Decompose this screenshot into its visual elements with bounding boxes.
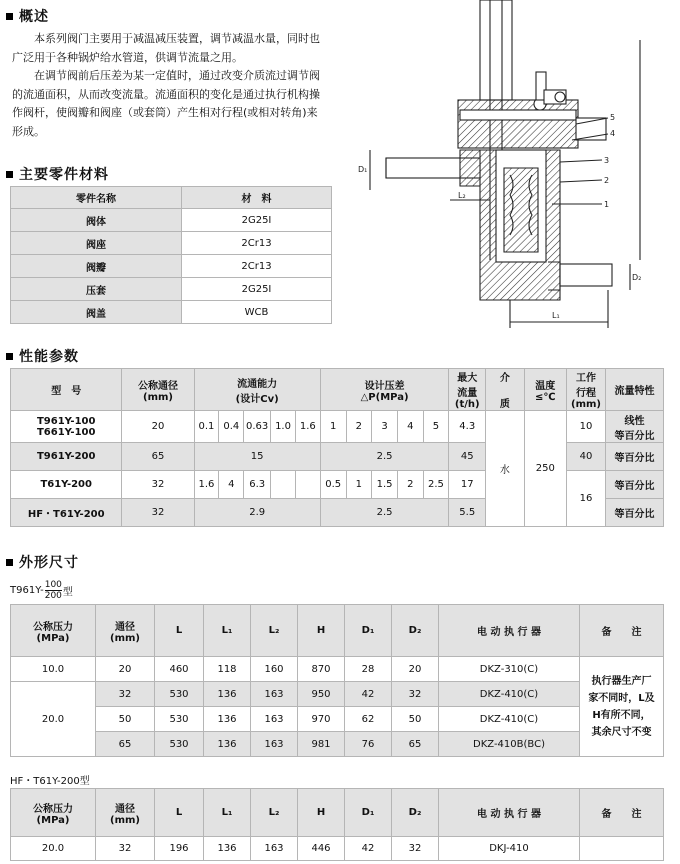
perf-cv: 6.3 [244,471,271,499]
dim-dn: 32 [96,682,155,707]
perf-dp: 2 [397,471,423,499]
dim-pressure: 20.0 [11,837,96,861]
diagram-label-4: 4 [610,129,616,138]
materials-table [10,186,332,324]
material-part: 阀座 [11,232,182,255]
dim-h: 446 [298,837,345,861]
dim-l2: 163 [251,682,298,707]
perf-model: T961Y-100 T661Y-100 [11,411,122,443]
overview-text [12,30,324,141]
dim-header-l2: L₂ [251,789,298,837]
perf-model: T961Y-200 [11,443,122,471]
dim-l1: 136 [204,707,251,732]
perf-model: HF・T61Y-200 [11,499,122,527]
diagram-label-d1: D₁ [358,165,368,174]
dim-header-h: H [298,605,345,657]
table2-caption: HF・T61Y-200型 [10,776,90,787]
dim-l2: 163 [251,837,298,861]
diagram-label-3: 3 [604,156,610,165]
perf-stroke: 40 [567,443,606,471]
dim-header-l: L [155,605,204,657]
perf-model: T61Y-200 [11,471,122,499]
dim-h: 870 [298,657,345,682]
valve-section-diagram [340,0,680,340]
dim-header-remarks: 备 注 [580,789,664,837]
perf-cv: 0.1 [194,411,219,443]
table-row [11,732,664,757]
dim-header-pressure: 公称压力 (MPa) [11,605,96,657]
dim-actuator: DKZ-310(C) [439,657,580,682]
perf-cv-empty [295,471,320,499]
diagram-label-1: 1 [604,200,610,209]
dim-pressure: 20.0 [11,682,96,757]
table-row [11,707,664,732]
perf-flow: 5.5 [449,499,486,527]
dim-header-d2: D₂ [392,605,439,657]
perf-characteristic: 等百分比 [605,443,663,471]
diagram-label-5: 5 [610,113,616,122]
dim-d2: 50 [392,707,439,732]
diagram-label-l1: L₁ [552,311,560,320]
material-part: 压套 [11,278,182,301]
perf-temp: 250 [524,411,567,527]
dim-d2: 32 [392,682,439,707]
overview-paragraph-1: 本系列阀门主要用于减温减压装置，调节减温水量，同时也广泛用于各种锅炉给水管道，供调节流量之用。 [12,32,320,64]
perf-dn: 20 [122,411,194,443]
perf-characteristic: 等百分比 [605,471,663,499]
perf-dp: 0.5 [320,471,346,499]
diagram-label-d2: D₂ [632,273,642,282]
dimensions-table-2 [10,788,664,861]
dim-l: 530 [155,732,204,757]
dim-dn: 20 [96,657,155,682]
perf-flow: 4.3 [449,411,486,443]
perf-cv: 4 [219,471,244,499]
table-row [11,682,664,707]
dim-dn: 32 [96,837,155,861]
perf-header-medium: 介 质 [486,369,524,411]
materials-header-part: 零件名称 [11,187,182,209]
perf-dp: 1.5 [372,471,398,499]
dim-header-dn: 通径 (mm) [96,605,155,657]
perf-dp: 1 [320,411,346,443]
dim-l2: 160 [251,657,298,682]
dim-l2: 163 [251,707,298,732]
perf-characteristic: 等百分比 [605,499,663,527]
dim-l1: 118 [204,657,251,682]
dim-dn: 50 [96,707,155,732]
perf-cv: 2.9 [194,499,320,527]
perf-header-model: 型 号 [11,369,122,411]
material-value: 2G25I [182,278,332,301]
perf-dp: 5 [423,411,449,443]
material-part: 阀盖 [11,301,182,324]
dim-header-d2: D₂ [392,789,439,837]
dim-h: 970 [298,707,345,732]
perf-dn: 32 [122,499,194,527]
table-row [11,278,332,301]
table1-caption-fraction [45,580,62,601]
perf-cv: 15 [194,443,320,471]
material-value: 2Cr13 [182,232,332,255]
fraction-bottom: 200 [44,591,62,601]
dim-d1: 42 [345,837,392,861]
materials-heading [6,164,109,184]
table-row [11,255,332,278]
dim-d1: 76 [345,732,392,757]
overview-heading [6,6,49,26]
performance-heading [6,346,79,366]
perf-cv: 0.4 [219,411,244,443]
perf-header-dn: 公称通径 (mm) [122,369,194,411]
dimensions-table-1 [10,604,664,757]
perf-characteristic: 线性 等百分比 [605,411,663,443]
dim-l1: 136 [204,837,251,861]
perf-header-characteristic: 流量特性 [605,369,663,411]
dim-l2: 163 [251,732,298,757]
performance-table [10,368,664,527]
dim-pressure: 10.0 [11,657,96,682]
dim-d2: 65 [392,732,439,757]
dim-dn: 65 [96,732,155,757]
table-row [11,301,332,324]
perf-cv: 0.63 [244,411,271,443]
performance-title: 性能参数 [19,349,79,365]
dim-l1: 136 [204,682,251,707]
dim-remarks-note: 执行器生产厂家不同时，L及H有所不同，其余尺寸不变 [580,657,664,757]
dim-d1: 42 [345,682,392,707]
dim-d1: 28 [345,657,392,682]
material-part: 阀瓣 [11,255,182,278]
dim-h: 950 [298,682,345,707]
dim-header-d1: D₁ [345,605,392,657]
dim-h: 981 [298,732,345,757]
overview-paragraph-2: 在调节阀前后压差为某一定值时，通过改变介质流过调节阀的流通面积，从而改变流量。流通面积的变化是通过执行机构操作阀杆，使阀瓣和阀座（或套筒）产生相对行程(或相对转角)来形成。 [12,69,320,138]
dim-actuator: DKZ-410(C) [439,682,580,707]
dim-actuator: DKZ-410B(BC) [439,732,580,757]
material-value: WCB [182,301,332,324]
dim-d1: 62 [345,707,392,732]
dim-header-h: H [298,789,345,837]
diagram-label-l2: L₂ [458,191,466,200]
dim-header-l1: L₁ [204,789,251,837]
table-row [11,837,664,861]
table1-caption [10,580,73,601]
dim-header-remarks: 备 注 [580,605,664,657]
perf-dn: 65 [122,443,194,471]
table1-caption-model: T961Y- [10,585,44,596]
perf-dp: 2.5 [320,443,449,471]
perf-flow: 45 [449,443,486,471]
perf-dn: 32 [122,471,194,499]
perf-header-cv: 流通能力 (设计Cv) [194,369,320,411]
dim-l1: 136 [204,732,251,757]
section-bullet-icon [6,353,13,360]
perf-cv-empty [271,471,296,499]
perf-stroke: 16 [567,471,606,527]
dim-l: 530 [155,682,204,707]
perf-cv: 1.6 [295,411,320,443]
material-part: 阀体 [11,209,182,232]
table-row [11,411,664,443]
dim-header-l: L [155,789,204,837]
dim-header-l1: L₁ [204,605,251,657]
perf-header-temp: 温度 ≤℃ [524,369,567,411]
dim-d2: 20 [392,657,439,682]
perf-header-flow: 最大 流量 (t/h) [449,369,486,411]
perf-dp: 2 [346,411,372,443]
perf-header-stroke: 工作 行程 (mm) [567,369,606,411]
perf-cv: 1.0 [271,411,296,443]
dim-remarks [580,837,664,861]
perf-stroke: 10 [567,411,606,443]
perf-dp: 3 [372,411,398,443]
dim-header-d1: D₁ [345,789,392,837]
dim-actuator: DKJ-410 [439,837,580,861]
diagram-label-2: 2 [604,176,610,185]
dim-header-l2: L₂ [251,605,298,657]
dim-header-pressure: 公称压力 (MPa) [11,789,96,837]
dim-d2: 32 [392,837,439,861]
table-row [11,209,332,232]
material-value: 2G25I [182,209,332,232]
section-bullet-icon [6,171,13,178]
perf-dp: 2.5 [320,499,449,527]
dim-header-dn: 通径 (mm) [96,789,155,837]
dim-actuator: DKZ-410(C) [439,707,580,732]
perf-header-dp: 设计压差 △P(MPa) [320,369,449,411]
dim-header-actuator: 电 动 执 行 器 [439,605,580,657]
perf-dp: 4 [397,411,423,443]
dim-l: 530 [155,707,204,732]
table1-caption-suffix: 型 [62,587,73,598]
perf-dp: 2.5 [423,471,449,499]
table-row [11,232,332,255]
dim-l: 460 [155,657,204,682]
dim-l: 196 [155,837,204,861]
dimensions-title: 外形尺寸 [19,555,79,571]
fraction-top: 100 [44,580,62,590]
materials-title: 主要零件材料 [19,167,109,183]
materials-header-material: 材 料 [182,187,332,209]
perf-flow: 17 [449,471,486,499]
perf-dp: 1 [346,471,372,499]
dimensions-heading [6,552,79,572]
dim-header-actuator: 电 动 执 行 器 [439,789,580,837]
perf-cv: 1.6 [194,471,219,499]
material-value: 2Cr13 [182,255,332,278]
section-bullet-icon [6,559,13,566]
table-row [11,657,664,682]
perf-medium: 水 [486,411,524,527]
section-bullet-icon [6,13,13,20]
overview-title: 概述 [19,9,49,25]
